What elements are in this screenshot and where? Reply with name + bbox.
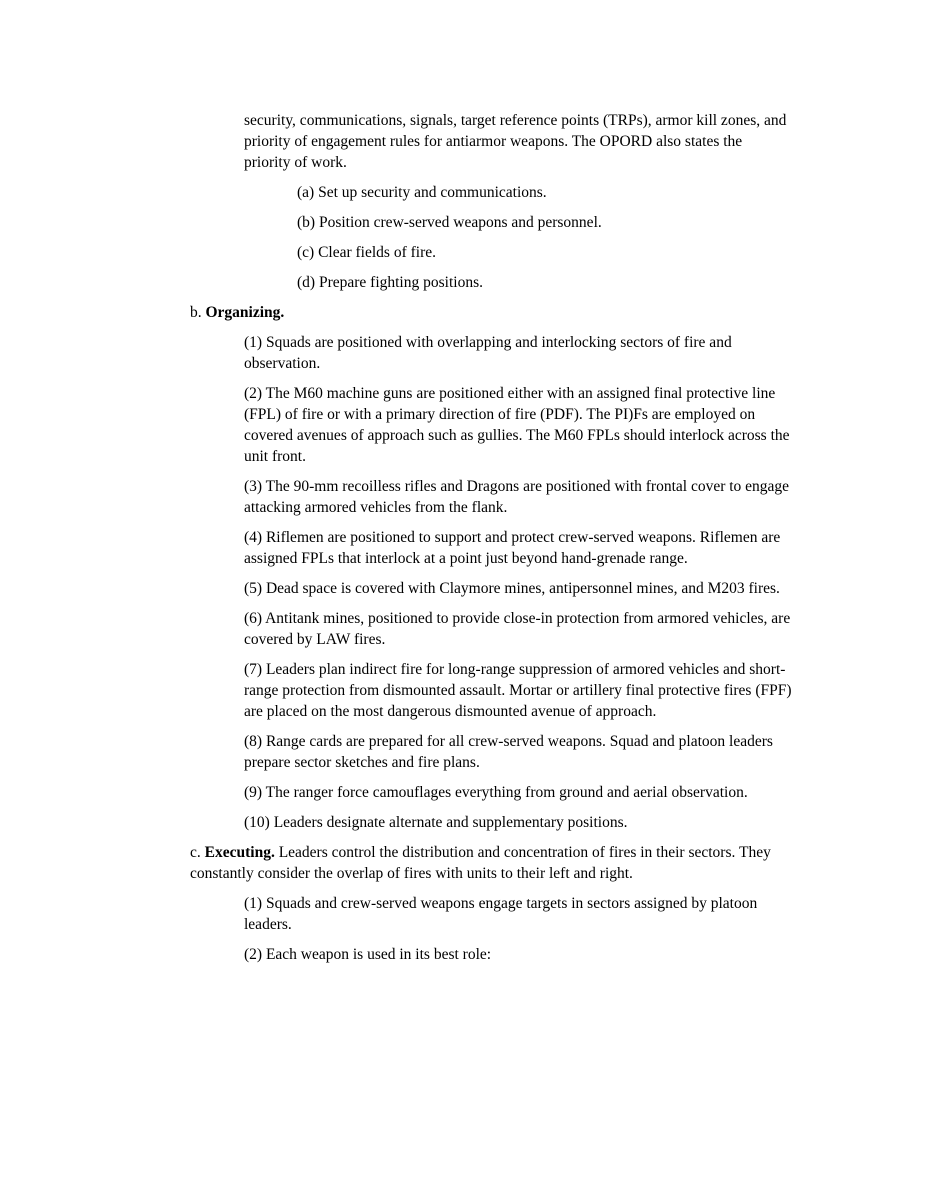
text-run: (2) The M60 machine guns are positioned either with an assigned final protective line (FPL) of fire or with a primary direction of fire (PDF). The PI)Fs are employed on covered avenues of approach such as gullies. The M60 FPLs should interlock across the unit front.	[244, 385, 790, 465]
text-run: (2) Each weapon is used in its best role:	[244, 946, 492, 963]
paragraph	[190, 608, 792, 650]
paragraph	[190, 527, 792, 569]
paragraph	[190, 578, 792, 599]
paragraph	[190, 302, 792, 323]
paragraph	[190, 272, 792, 293]
paragraph	[190, 842, 792, 884]
paragraph	[190, 476, 792, 518]
paragraph	[190, 332, 792, 374]
paragraph	[190, 731, 792, 773]
paragraph	[190, 893, 792, 935]
document-content	[190, 110, 792, 974]
text-run: (a) Set up security and communications.	[297, 184, 547, 201]
text-run: (b) Position crew-served weapons and personnel.	[297, 214, 602, 231]
text-run: (1) Squads and crew-served weapons engage targets in sectors assigned by platoon leaders.	[244, 895, 758, 933]
text-run: (7) Leaders plan indirect fire for long-range suppression of armored vehicles and short-range protection from dismounted assault. Mortar or artillery final protective fires (FPF) are placed on the most dangerous dismounted avenue of approach.	[244, 661, 792, 720]
text-run: (4) Riflemen are positioned to support and protect crew-served weapons. Riflemen are assigned FPLs that interlock at a point just beyond hand-grenade range.	[244, 529, 781, 567]
paragraph	[190, 383, 792, 467]
text-run: (6) Antitank mines, positioned to provide close-in protection from armored vehicles, are covered by LAW fires.	[244, 610, 791, 648]
text-run: Organizing.	[205, 304, 285, 321]
text-run: (10) Leaders designate alternate and supplementary positions.	[244, 814, 628, 831]
paragraph	[190, 812, 792, 833]
paragraph	[190, 212, 792, 233]
text-run: (c) Clear fields of fire.	[297, 244, 437, 261]
paragraph	[190, 659, 792, 722]
paragraph	[190, 242, 792, 263]
text-run: security, communications, signals, target reference points (TRPs), armor kill zones, and priority of engagement rules for antiarmor weapons. The OPORD also states the priority of work.	[244, 112, 787, 171]
text-run: (3) The 90-mm recoilless rifles and Dragons are positioned with frontal cover to engage attacking armored vehicles from the flank.	[244, 478, 790, 516]
paragraph	[190, 110, 792, 173]
paragraph	[190, 182, 792, 203]
text-run: c.	[190, 844, 205, 861]
text-run: (5) Dead space is covered with Claymore mines, antipersonnel mines, and M203 fires.	[244, 580, 780, 597]
text-run: (d) Prepare fighting positions.	[297, 274, 483, 291]
text-run: Leaders control the distribution and concentration of fires in their sectors. They constantly consider the overlap of fires with units to their left and right.	[190, 844, 771, 882]
text-run: Executing.	[204, 844, 275, 861]
paragraph	[190, 782, 792, 803]
text-run: (8) Range cards are prepared for all crew-served weapons. Squad and platoon leaders prepare sector sketches and fire plans.	[244, 733, 773, 771]
text-run: (1) Squads are positioned with overlapping and interlocking sectors of fire and observation.	[244, 334, 732, 372]
paragraph	[190, 944, 792, 965]
text-run: b.	[190, 304, 206, 321]
text-run: (9) The ranger force camouflages everything from ground and aerial observation.	[244, 784, 748, 801]
